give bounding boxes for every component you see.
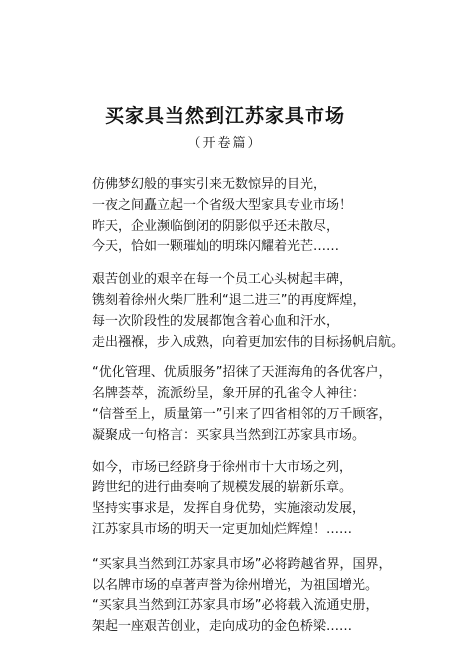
poem-line: 跨世纪的进行曲奏响了规模发展的崭新乐章。 [92, 480, 353, 496]
poem-line: 以名牌市场的卓著声誉为徐州增光，为祖国增光。 [92, 577, 379, 593]
page-title: 买家具当然到江苏家具市场 [104, 105, 345, 127]
poem-line: 一夜之间矗立起一个省级大型家具专业市场！ [92, 197, 353, 213]
stanza-2 [92, 270, 442, 353]
poem-line: 今天，恰如一颗璀灿的明珠闪耀着光芒…… [92, 239, 340, 255]
poem-line: 坚持实事求是，发挥自身优势，实施滚动发展， [92, 501, 366, 517]
poem-line: 每一次阶段性的发展都饱含着心血和汗水， [92, 313, 340, 329]
poem-line: “买家具当然到江苏家具市场”必将跨越省界，国界， [92, 556, 392, 572]
poem-line: “优化管理、优质服务”招徕了天涯海角的各优客户， [92, 365, 392, 381]
poem-line: 走出襁褓，步入成熟，向着更加宏伟的目标扬帆启航。 [92, 334, 405, 350]
poem-line: “买家具当然到江苏家具市场”必将载入流通史册， [92, 598, 379, 614]
poem-line: 仿佛梦幻般的事实引来无数惊异的目光， [92, 177, 327, 192]
poem-line: 江苏家具市场的明天一定更加灿烂辉煌！…… [92, 521, 353, 537]
poem-line: 镌刻着徐州火柴厂胜利“退二进三”的再度辉煌， [92, 292, 366, 308]
stanza-5 [92, 555, 442, 638]
poem-line: 架起一座艰苦创业，走向成功的金色桥梁…… [92, 619, 353, 635]
stanza-1 [92, 175, 442, 258]
poem-line: 艰苦创业的艰辛在每一个员工心头树起丰碑， [92, 272, 353, 288]
poem-line: “信誉至上，质量第一”引来了四省相邻的万千顾客， [92, 406, 392, 422]
stanza-3 [92, 363, 442, 446]
poem-line: 凝聚成一句格言：买家具当然到江苏家具市场。 [92, 427, 366, 443]
poem-body [92, 175, 442, 650]
stanza-4 [92, 458, 442, 541]
page-subtitle: （开卷篇） [187, 136, 263, 151]
poem-line: 昨天，企业濒临倒闭的阴影似乎还未散尽， [92, 218, 340, 234]
poem-line: 名牌荟萃，流派纷呈，象开屏的孔雀令人神往： [92, 386, 366, 402]
poem-line: 如今，市场已经跻身于徐州市十大市场之列， [92, 459, 353, 475]
